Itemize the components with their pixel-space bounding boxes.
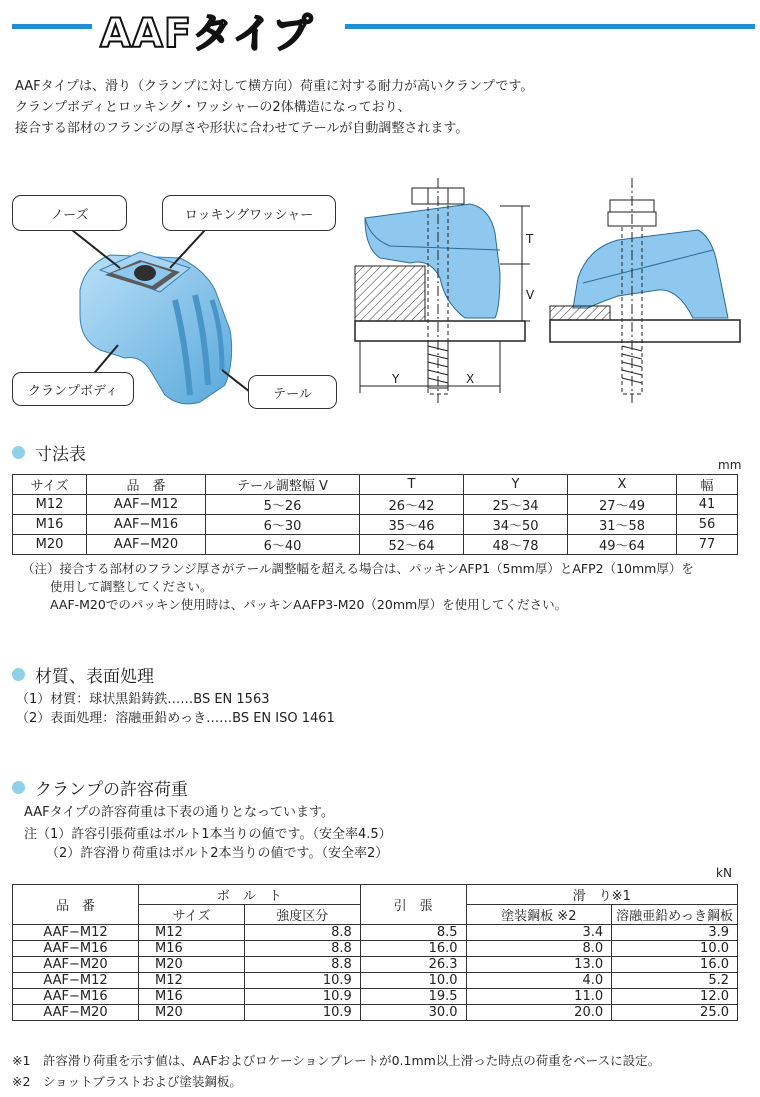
table-header-painted: 塗装鋼板 ※2: [466, 905, 612, 925]
callout-locking-washer: ロッキングワッシャー: [162, 195, 336, 231]
table-cell: M12: [139, 973, 245, 989]
table-cell: M20: [13, 535, 87, 555]
material-heading-text: 材質、表面処理: [35, 667, 154, 687]
bullet-icon: [12, 781, 25, 794]
table-cell: 34〜50: [464, 515, 568, 535]
callout-tail: テール: [248, 375, 337, 409]
table-header: テール調整幅 V: [206, 475, 360, 495]
load-unit: kN: [716, 866, 732, 880]
table-cell: M16: [139, 941, 245, 957]
dimensions-note-3: AAF-M20でのパッキン使用時は、パッキンAAFP3-M20（20mm厚）を使用してください。: [50, 597, 568, 612]
table-header: サイズ: [13, 475, 87, 495]
table-cell: M12: [13, 495, 87, 515]
intro-line-3: 接合する部材のフランジの厚さや形状に合わせてテールが自動調整されます。: [15, 121, 469, 136]
table-cell: 12.0: [612, 989, 738, 1005]
table-header: T: [360, 475, 464, 495]
table-cell: AAF−M20: [13, 957, 139, 973]
footnote-1: ※1 許容滑り荷重を示す値は、AAFおよびロケーションプレートが0.1mm以上滑った時点の荷重をベースに設定。: [12, 1053, 661, 1068]
dimensions-heading: [12, 440, 86, 465]
load-note-1: 注（1）許容引張荷重はボルト1本当りの値です。（安全率4.5）: [24, 827, 392, 842]
table-cell: 30.0: [360, 1005, 466, 1021]
table-header-row: [13, 475, 738, 495]
table-cell: 25〜34: [464, 495, 568, 515]
table-header: X: [568, 475, 677, 495]
table-header-size: サイズ: [139, 905, 245, 925]
table-header-galv: 溶融亜鉛めっき鋼板: [612, 905, 738, 925]
table-cell: 26.3: [360, 957, 466, 973]
dim-label-x: X: [466, 372, 475, 386]
table-row: [13, 989, 738, 1005]
table-cell: 25.0: [612, 1005, 738, 1021]
table-header: Y: [464, 475, 568, 495]
table-cell: 8.8: [244, 941, 360, 957]
table-header-part: 品 番: [13, 885, 139, 925]
callout-nose: ノーズ: [12, 195, 127, 231]
table-cell: 10.0: [360, 973, 466, 989]
table-cell: 31〜58: [568, 515, 677, 535]
load-table: [12, 884, 738, 1021]
table-cell: 6〜30: [206, 515, 360, 535]
dim-label-y: Y: [392, 372, 400, 386]
dimensions-note-2: 使用して調整してください。: [50, 579, 213, 594]
table-cell: 8.8: [244, 925, 360, 941]
table-cell: 10.0: [612, 941, 738, 957]
table-cell: 41: [677, 495, 738, 515]
table-cell: 49〜64: [568, 535, 677, 555]
table-cell: AAF−M12: [13, 973, 139, 989]
table-cell: 56: [677, 515, 738, 535]
bullet-icon: [12, 446, 25, 459]
table-cell: 8.8: [244, 957, 360, 973]
table-header-tension: 引 張: [360, 885, 466, 925]
footnote-2: ※2 ショットブラストおよび塗装鋼板。: [12, 1074, 242, 1089]
table-cell: 10.9: [244, 989, 360, 1005]
table-cell: 13.0: [466, 957, 612, 973]
title-line-left: [12, 24, 92, 29]
table-header: 幅: [677, 475, 738, 495]
table-cell: 27〜49: [568, 495, 677, 515]
table-row: [13, 495, 738, 515]
table-cell: 5.2: [612, 973, 738, 989]
table-cell: 8.5: [360, 925, 466, 941]
dimensions-heading-text: 寸法表: [35, 445, 86, 465]
table-cell: 10.9: [244, 973, 360, 989]
intro-line-1: AAFタイプは、滑り（クランプに対して横方向）荷重に対する耐力が高いクランプです。: [15, 79, 534, 94]
load-heading-text: クランプの許容荷重: [35, 780, 188, 800]
table-header-row: [13, 885, 738, 905]
table-cell: 4.0: [466, 973, 612, 989]
table-cell: 5〜26: [206, 495, 360, 515]
table-cell: AAF−M20: [13, 1005, 139, 1021]
table-cell: 10.9: [244, 1005, 360, 1021]
table-cell: AAF−M16: [13, 941, 139, 957]
table-header-bolt: ボ ル ト: [139, 885, 361, 905]
table-cell: 35〜46: [360, 515, 464, 535]
table-cell: M20: [139, 1005, 245, 1021]
dim-label-t: T: [526, 232, 534, 246]
table-cell: 8.0: [466, 941, 612, 957]
table-cell: AAF−M16: [13, 989, 139, 1005]
table-cell: AAF−M16: [87, 515, 206, 535]
table-cell: 26〜42: [360, 495, 464, 515]
table-header-slip: 滑 り※1: [466, 885, 737, 905]
dimensions-table: [12, 474, 738, 555]
dimensions-note-1: （注）接合する部材のフランジ厚さがテール調整幅を超える場合は、パッキンAFP1（5mm厚）とAFP2（10mm厚）を: [22, 561, 694, 576]
table-cell: M16: [139, 989, 245, 1005]
table-cell: 3.9: [612, 925, 738, 941]
material-heading: [12, 662, 154, 687]
dimensions-unit: mm: [718, 458, 742, 472]
table-cell: AAF−M20: [87, 535, 206, 555]
table-cell: 3.4: [466, 925, 612, 941]
material-item-2: （2）表面処理：溶融亜鉛めっき……BS EN ISO 1461: [16, 711, 335, 726]
table-row: [13, 925, 738, 941]
load-description: AAFタイプの許容荷重は下表の通りとなっています。: [24, 805, 334, 820]
callout-clamp-body: クランプボディ: [12, 372, 134, 406]
table-cell: M20: [139, 957, 245, 973]
table-cell: M16: [13, 515, 87, 535]
table-cell: 11.0: [466, 989, 612, 1005]
table-header: 品 番: [87, 475, 206, 495]
table-row: [13, 957, 738, 973]
table-cell: 16.0: [612, 957, 738, 973]
material-item-1: （1）材質：球状黒鉛鋳鉄……BS EN 1563: [16, 692, 270, 707]
table-cell: AAF−M12: [13, 925, 139, 941]
section-drawing-2: [548, 178, 748, 408]
table-cell: 19.5: [360, 989, 466, 1005]
table-header-grade: 強度区分: [244, 905, 360, 925]
table-row: [13, 941, 738, 957]
title-line-right: [345, 24, 755, 29]
dim-label-v: V: [526, 288, 535, 302]
table-cell: 52〜64: [360, 535, 464, 555]
bullet-icon: [12, 668, 25, 681]
table-cell: M12: [139, 925, 245, 941]
table-cell: 77: [677, 535, 738, 555]
table-cell: 48〜78: [464, 535, 568, 555]
table-row: [13, 973, 738, 989]
table-cell: 6〜40: [206, 535, 360, 555]
table-cell: 16.0: [360, 941, 466, 957]
table-row: [13, 535, 738, 555]
table-cell: 20.0: [466, 1005, 612, 1021]
section-drawing-1: [350, 178, 550, 408]
table-cell: AAF−M12: [87, 495, 206, 515]
load-heading: [12, 775, 188, 800]
load-note-2: （2）許容滑り荷重はボルト2本当りの値です。（安全率2）: [46, 846, 389, 861]
page-title: AAFタイプ: [100, 11, 314, 57]
table-row: [13, 515, 738, 535]
intro-line-2: クランプボディとロッキング・ワッシャーの2体構造になっており、: [15, 100, 411, 115]
table-row: [13, 1005, 738, 1021]
